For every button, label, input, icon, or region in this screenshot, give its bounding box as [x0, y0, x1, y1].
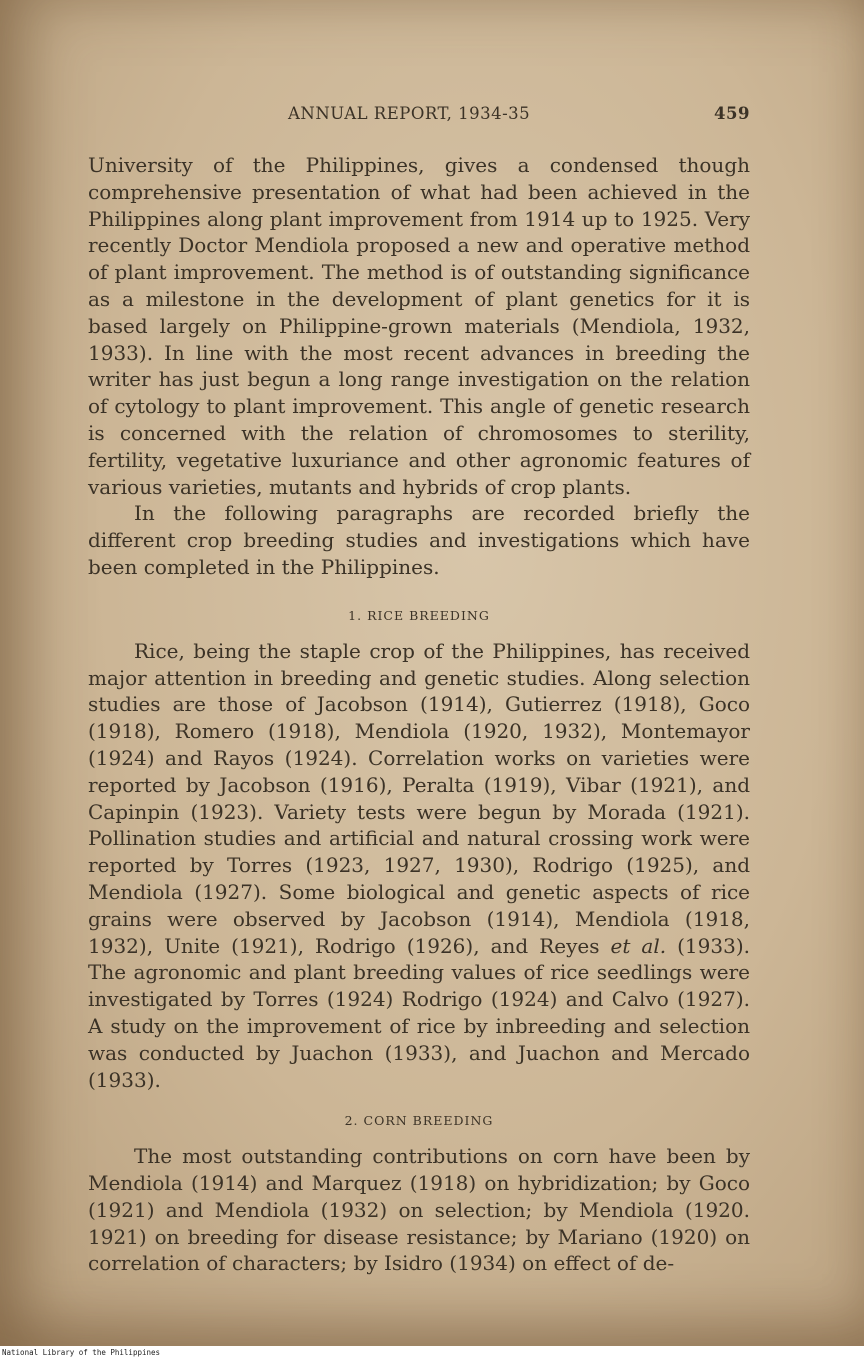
- footer-watermark: National Library of the Philippines: [2, 1348, 161, 1357]
- paragraph-corn: The most outstanding contributions on corn have been by Mendiola (1914) and Marquez (1918) on hybridization; by Goco (1921) and Mendiola (1932) on selection; by Mendiola (1920. 1921) on breeding for disease resistance; by Mariano (1920) on correlation of characters; by Isidro (1934) on effect of de-: [88, 1144, 750, 1276]
- section-heading-corn: 2. CORN BREEDING: [344, 1113, 494, 1129]
- rice-text-part2: (1933). The agronomic and plant breeding values of rice seedlings were investigated by Torres (1924) Rodrigo (1924) and Calvo (1927). A study on the improvement of rice by inbreeding and selection was conducted by Juachon (1933), and Juachon and Mercado (1933).: [88, 933, 750, 1092]
- rice-text-part1: Rice, being the staple crop of the Philippines, has received major attention in breeding and genetic studies. Along selection studies are those of Jacobson (1914), Gutierrez (1918), Goco (1918), Romero (1918), Mendiola (1920, 1932), Montemayor (1924) and Rayos (1924). Correlation works on varieties were reported by Jacobson (1916), Peralta (1919), Vibar (1921), and Capinpin (1923). Variety tests were begun by Morada (1921). Pollination studies and artificial and natural crossing work were reported by Torres (1923, 1927, 1930), Rodrigo (1925), and Mendiola (1927). Some biological and genetic aspects of rice grains were observed by Jacobson (1914), Mendiola (1918, 1932), Unite (1921), Rodrigo (1926), and Reyes: [88, 638, 750, 958]
- running-header: [88, 104, 752, 130]
- section-heading-rice: 1. RICE BREEDING: [348, 607, 490, 623]
- paragraph-intro: University of the Philippines, gives a condensed though comprehensive presentation of what had been achieved in the Philippines along plant improvement from 1914 up to 1925. Very recently Doctor Mendiola proposed a new and operative method of plant improvement. The method is of outstanding significance as a milestone in the development of plant genetics for it is based largely on Philippine-grown materials (Mendiola, 1932, 1933). In line with the most recent advances in breeding the writer has just begun a long range investigation on the relation of cytology to plant improvement. This angle of genetic research is concerned with the relation of chromosomes to sterility, fertility, vegetative luxuriance and other agronomic features of various varieties, mutants and hybrids of crop plants.: [88, 153, 750, 499]
- body-text: [88, 152, 750, 1277]
- running-title: ANNUAL REPORT, 1934-35: [288, 104, 531, 123]
- page-number: 459: [714, 104, 750, 123]
- paragraph-rice: [88, 638, 750, 1094]
- paragraph-following: In the following paragraphs are recorded briefly the different crop breeding studies and investigations which have been completed in the Philippines.: [88, 501, 750, 579]
- rice-text-italic: et al.: [610, 933, 667, 958]
